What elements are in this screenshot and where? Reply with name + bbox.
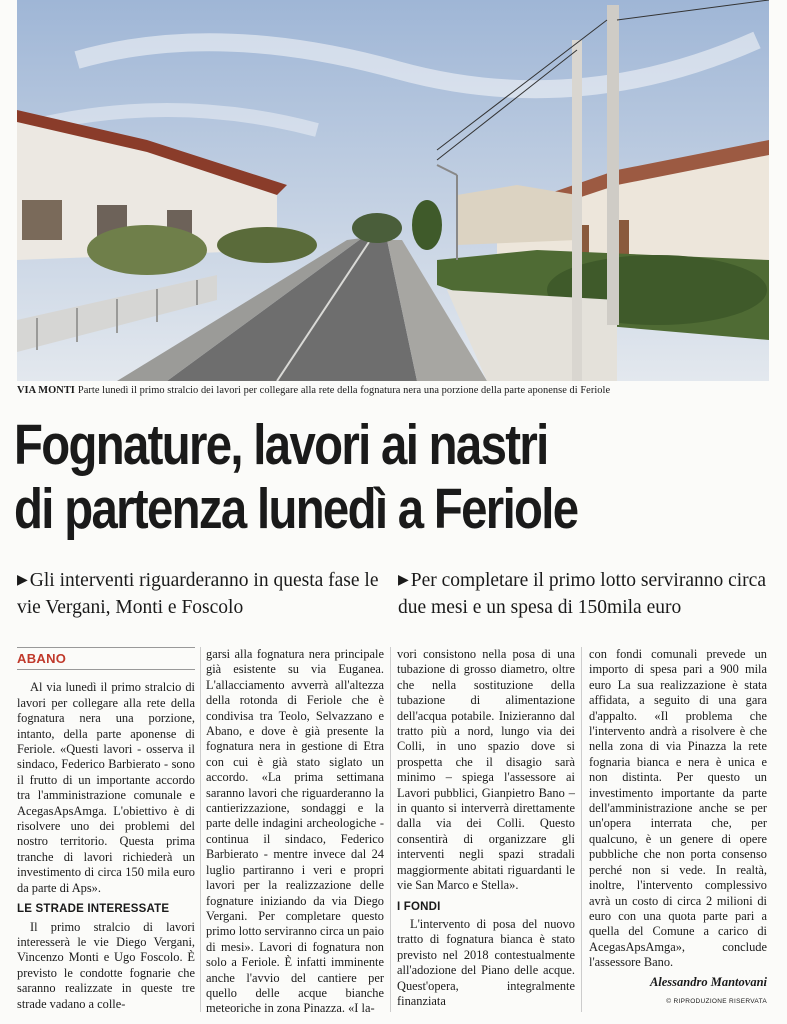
column-rule	[390, 647, 391, 1012]
article-column-4	[589, 647, 767, 1009]
article-paragraph: Il primo stralcio di lavori interesserà le vie Diego Vergani, Vincenzo Monti e Ugo Foscolo. È previsto le condotte fognarie che saranno realizzate in queste tre strade vadano a colle-	[17, 919, 195, 1011]
subheading-right	[398, 567, 778, 621]
article-column-3	[397, 647, 575, 1009]
article-column-1	[17, 647, 195, 1012]
triangle-bullet-icon: ▶	[17, 573, 28, 588]
subheading-left	[17, 567, 397, 621]
caption-label: VIA MONTI	[17, 385, 75, 396]
subheadings	[17, 567, 769, 625]
copyright-notice: © RIPRODUZIONE RISERVATA	[666, 997, 767, 1005]
column-subhead: I FONDI	[397, 900, 441, 913]
column-rule	[200, 647, 201, 1012]
triangle-bullet-icon: ▶	[398, 573, 409, 588]
section-tag: ABANO	[17, 647, 195, 670]
subheading-right-text: Per completare il primo lotto serviranno circa due mesi e un spesa di 150mila euro	[398, 570, 766, 618]
article-photo	[17, 0, 769, 381]
author-byline: Alessandro Mantovani	[649, 974, 767, 989]
headline-line-1: Fognature, lavori ai nastri	[14, 413, 548, 477]
subheading-left-text: Gli interventi riguarderanno in questa fase le vie Vergani, Monti e Foscolo	[17, 570, 379, 618]
headline	[14, 413, 645, 541]
column-rule	[581, 647, 582, 1012]
column-subhead: LE STRADE INTERESSATE	[17, 903, 170, 916]
article-column-2	[206, 647, 384, 1017]
street-photo-illustration	[17, 0, 769, 381]
caption-text: Parte lunedì il primo stralcio dei lavori per collegare alla rete della fognatura nera una porzione della parte aponense di Feriole	[77, 385, 611, 396]
article-paragraph: garsi alla fognatura nera principale già esistente su via Euganea. L'allacciamento avverrà all'altezza della rotonda di Feriole che è condivisa tra Teolo, Selvazzano e Abano, e dove è già presente la fognatura nera in gestione di Etra con cui è già stato siglato un accordo. «La prima settimana saranno lavori che riguarderanno la cantierizzazione, sondaggi e la parte delle indagini archeologiche - continua il sindaco, Federico Barbierato - mentre invece dal 24 luglio partiranno i veri e propri lavori per la realizzazione delle fognature iniziando da via Diego Vergani. Per completare questo primo lotto serviranno circa un paio di mesi». Lavori di fognatura non solo a Feriole. È infatti imminente anche l'avvio del cantiere per quello delle acque bianche meteoriche in zona Pinazza. «I la-	[206, 647, 384, 1016]
article-paragraph: Al via lunedì il primo stralcio di lavori per collegare alla rete della fognatura nera una porzione, intanto, della parte aponense di Feriole. «Questi lavori - osserva il sindaco, Federico Barbierato - sono il frutto di un importante accordo tra l'amministrazione comunale e AcegasApsAmga. L'obiettivo è di risolvere uno dei problemi del nostro territorio. Questa prima tranche di lavori richiederà un investimento di circa 150 mila euro da parte di Aps».	[17, 680, 195, 895]
article-paragraph: L'intervento di posa del nuovo tratto di fognatura bianca è stato previsto nel 2018 contestualmente all'adozione del Piano delle acque. Quest'opera, integralmente finanziata	[397, 916, 575, 1008]
article-paragraph: vori consistono nella posa di una tubazione di grosso diametro, oltre che nella sostituzione della tubazione di alimentazione dell'acqua potabile. Inizieranno dal tratto più a nord, lungo via dei Colli, in uno spazio dove si prospetta che il disagio sarà minimo – spiega l'assessore ai Lavori pubblici, Gianpietro Bano – in quanto si interverrà direttamente dalla via dei Colli. Questo consentirà di organizzare gli interventi negli spazi stradali maggiormente abitati riguardanti le vie San Marco e Stella».	[397, 647, 575, 893]
headline-line-2: di partenza lunedì a Feriole	[14, 477, 578, 541]
photo-caption	[17, 384, 769, 398]
article-paragraph: con fondi comunali prevede un importo di spesa pari a 900 mila euro La sua realizzazione è stata affidata, a seguito di una gara d'appalto. «Il problema che l'intervento andrà a risolvere è che nella zona di via Pinazza la rete fognaria bianca e nera è unica e non distinta. Per questo un investimento importante da parte dell'amministrazione anche se per un'opera interrata che, per qualcuno, è un genere di opere pubbliche che non porta consenso perché non si vede. In realtà, inoltre, l'intervento complessivo avrà un costo di circa 2 milioni di euro con una quota parte pari a quella del Comune a carico di AcegasApsAmga», conclude l'assessore Bano.	[589, 647, 767, 970]
